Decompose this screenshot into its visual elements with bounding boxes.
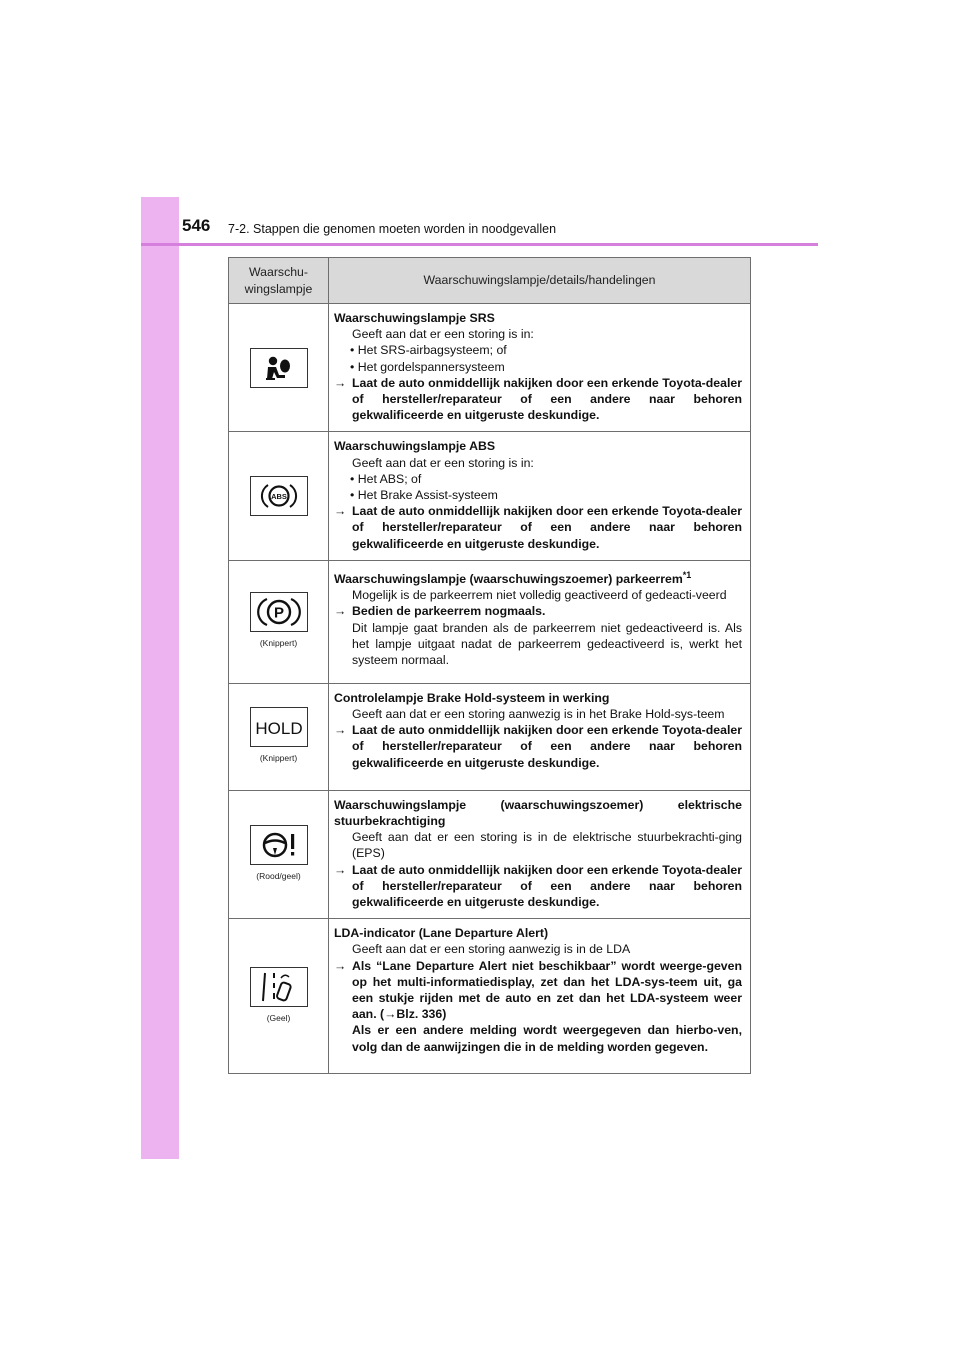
icon-note: (Knippert) <box>259 753 298 764</box>
lamp-action: → Als “Lane Departure Alert niet beschikbaar” wordt weerge-geven op het multi-informatiedisplay, zet dan het LDA-sys-teem uit, ga een stukje rijden met de auto en zet dan het LDA-systeem weer aan. (→Blz. 336) <box>334 958 742 1022</box>
lamp-cell <box>229 432 329 560</box>
lamp-action: → Laat de auto onmiddellijk nakijken door een erkende Toyota-dealer of hersteller/reparateur of een andere naar behoren gekwalificeerde en uitgeruste deskundige. <box>334 504 742 551</box>
lamp-title: Waarschuwingslampje (waarschuwingszoemer) elektrische stuurbekrachtiging <box>334 797 742 829</box>
section-title: 7-2. Stappen die genomen moeten worden in noodgevallen <box>228 222 557 236</box>
list-item: • Het gordelspannersysteem <box>350 359 505 374</box>
lamp-description: Geeft aan dat er een storing aanwezig is in het Brake Hold-sys-teem <box>352 707 725 722</box>
lamp-description: Geeft aan dat er een storing is in: <box>352 455 534 470</box>
lamp-cell <box>229 683 329 790</box>
lamp-title: Waarschuwingslampje (waarschuwingszoemer) parkeerrem$^{*1}$ <box>334 569 692 586</box>
lamp-action: → Laat de auto onmiddellijk nakijken door een erkende Toyota-dealer of hersteller/reparateur of een andere naar behoren gekwalificeerde en uitgeruste deskundige. <box>334 862 742 910</box>
arrow-icon: → <box>334 504 347 519</box>
lamp-note: Dit lampje gaat branden als de parkeerrem niet gedeactiveerd is. Als het lampje uitgaat nadat de parkeerrem gedeactiveerd is, werkt het systeem normaal. <box>352 620 742 667</box>
arrow-icon: → <box>334 604 347 619</box>
power-steering-warning-icon <box>250 825 308 865</box>
header-rule <box>141 243 818 246</box>
brake-hold-icon <box>250 707 308 747</box>
lamp-title: Waarschuwingslampje ABS <box>334 439 496 454</box>
table-header-row <box>229 258 751 304</box>
arrow-icon: → <box>334 862 347 877</box>
lamp-title: Controlelampje Brake Hold-systeem in werking <box>334 690 610 705</box>
lamp-description: Mogelijk is de parkeerrem niet volledig geactiveerd of gedeacti-veerd <box>352 588 727 603</box>
lamp-title: Waarschuwingslampje SRS <box>334 311 495 325</box>
lamp-action: → Laat de auto onmiddellijk nakijken door een erkende Toyota-dealer of hersteller/reparateur of een andere naar behoren gekwalificeerde en uitgeruste deskundige. <box>334 723 742 770</box>
details-cell <box>329 560 751 683</box>
warning-lamps-table <box>228 257 751 1074</box>
lamp-cell <box>229 304 329 432</box>
list-item: • Het ABS; of <box>350 471 422 486</box>
arrow-icon: → <box>334 958 347 973</box>
arrow-icon: → <box>334 723 347 738</box>
svg-text:ABS: ABS <box>270 492 287 502</box>
details-cell <box>329 432 751 560</box>
lamp-description: Geeft aan dat er een storing aanwezig is in de LDA <box>352 942 631 957</box>
lamp-cell <box>229 919 329 1074</box>
list-item: • Het SRS-airbagsysteem; of <box>350 343 507 358</box>
header-background <box>179 197 818 245</box>
lane-departure-icon <box>250 967 308 1007</box>
lamp-title: LDA-indicator (Lane Departure Alert) <box>334 926 549 941</box>
table-row <box>229 790 751 918</box>
details-cell <box>329 790 751 918</box>
details-cell <box>329 919 751 1074</box>
column-header-lamp: Waarschu- wingslampje <box>229 258 329 304</box>
footnote-mark: *1 <box>682 569 692 580</box>
table-row <box>229 304 751 432</box>
lamp-cell <box>229 790 329 918</box>
reference-arrow: → <box>384 1007 397 1022</box>
srs-airbag-icon <box>250 348 308 388</box>
lamp-action-secondary: Als er een andere melding wordt weergegeven dan hierbo-ven, volg dan de aanwijzingen die in de melding worden gegeven. <box>352 1023 742 1054</box>
table-row <box>229 432 751 560</box>
list-item: • Het Brake Assist-systeem <box>350 488 498 503</box>
lamp-description: Geeft aan dat er een storing is in de elektrische stuurbekrachti-ging (EPS) <box>352 830 742 861</box>
icon-note: (Geel) <box>266 1012 291 1023</box>
parking-brake-icon <box>250 592 308 632</box>
column-header-details: Waarschuwingslampje/details/handelingen <box>329 258 751 304</box>
abs-icon <box>250 476 308 516</box>
icon-note: (Knippert) <box>259 638 298 649</box>
lamp-action: → Bedien de parkeerrem nogmaals. <box>334 604 546 619</box>
lamp-action: → Laat de auto onmiddellijk nakijken door een erkende Toyota-dealer of hersteller/reparateur of een andere naar behoren gekwalificeerde en uitgeruste deskundige. <box>334 375 742 423</box>
lamp-cell <box>229 560 329 683</box>
svg-text:P: P <box>273 604 284 622</box>
table-row <box>229 560 751 683</box>
svg-text:HOLD: HOLD <box>254 719 303 739</box>
details-cell <box>329 304 751 432</box>
table-row <box>229 919 751 1074</box>
table-row <box>229 683 751 790</box>
page-number: 546 <box>182 216 211 235</box>
arrow-icon: → <box>334 375 347 390</box>
lamp-description: Geeft aan dat er een storing is in: <box>352 327 534 342</box>
chapter-side-strip <box>141 197 179 1159</box>
icon-note: (Rood/geel) <box>256 870 301 881</box>
details-cell <box>329 683 751 790</box>
